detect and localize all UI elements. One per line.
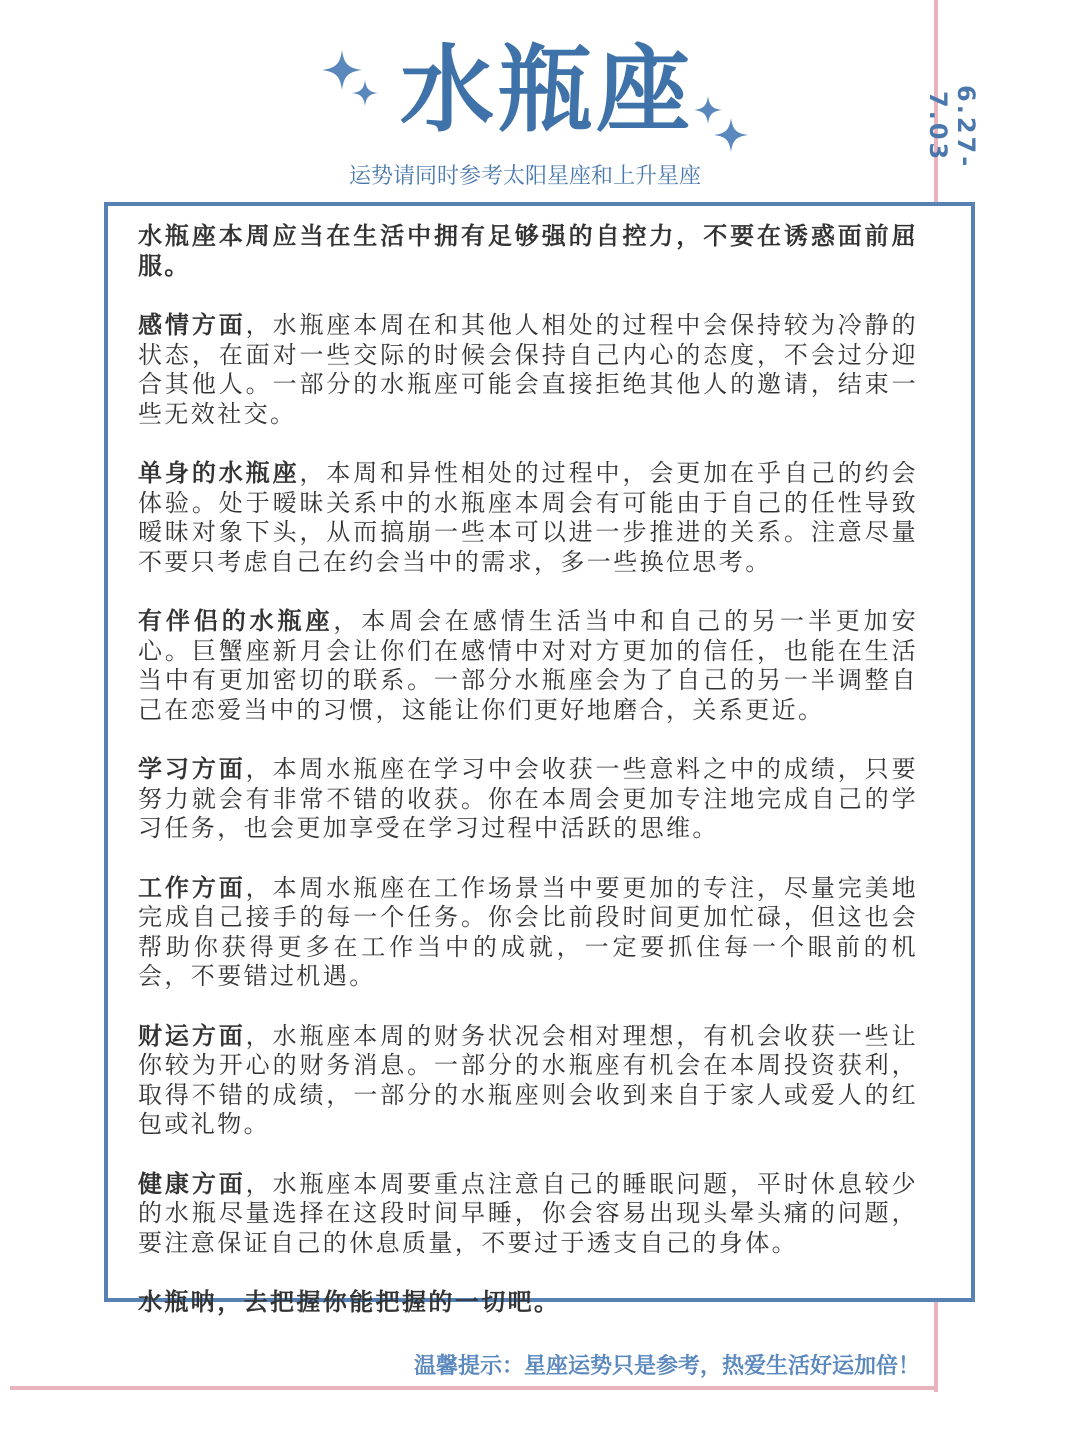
footer-tip: 温馨提示：星座运势只是参考，热爱生活好运加倍！ <box>413 1354 920 1379</box>
subtitle: 运势请同时参考太阳星座和上升星座 <box>348 164 701 189</box>
page-title: 水瓶座 <box>400 36 695 145</box>
section-heading: 财运方面 <box>138 1021 246 1050</box>
section-work <box>138 874 918 992</box>
section-love <box>138 311 918 429</box>
section-heading: 健康方面 <box>138 1169 246 1198</box>
section-study <box>138 755 918 844</box>
section-heading: 学习方面 <box>138 755 246 783</box>
section-wealth <box>138 1022 918 1140</box>
section-heading: 有伴侣的水瓶座 <box>138 607 334 635</box>
section-heading: 工作方面 <box>138 873 246 902</box>
horoscope-card <box>104 202 975 1316</box>
section-text: ，本周水瓶座在工作场景当中要更加的专注，尽量完美地完成自己接手的每一个任务。你会比前段时间更加忙碌，但这也会帮助你获得更多在工作当中的成就，一定要抓住每一个眼前的机会，不要错过机遇。 <box>138 873 918 990</box>
section-heading: 单身的水瓶座 <box>138 459 300 487</box>
section-text: ，本周和异性相处的过程中，会更加在乎自己的约会体验。处于暧昧关系中的水瓶座本周会有可能由于自己的任性导致暧昧对象下头，从而搞崩一些本可以进一步推进的关系。注意尽量不要只考虑自己在约会当中的需求，多一些换位思考。 <box>138 459 918 576</box>
section-text: ，水瓶座本周在和其他人相处的过程中会保持较为冷静的状态，在面对一些交际的时候会保持自己内心的态度，不会过分迎合其他人。一部分的水瓶座可能会直接拒绝其他人的邀请，结束一些无效社交。 <box>138 311 918 428</box>
section-partnered <box>138 607 918 725</box>
section-text: ，本周水瓶座在学习中会收获一些意料之中的成绩，只要努力就会有非常不错的收获。你在本周会更加专注地完成自己的学习任务，也会更加享受在学习过程中活跃的思维。 <box>138 755 918 842</box>
section-text: ，水瓶座本周要重点注意自己的睡眠问题，平时休息较少的水瓶尽量选择在这段时间早睡，你会容易出现头晕头痛的问题，要注意保证自己的休息质量，不要过于透支自己的身体。 <box>138 1169 918 1257</box>
intro-paragraph: 水瓶座本周应当在生活中拥有足够强的自控力，不要在诱惑面前屈服。 <box>138 222 918 280</box>
horoscope-content <box>138 222 918 1318</box>
section-health <box>138 1170 918 1259</box>
closing-paragraph: 水瓶呐，去把握你能把握的一切吧。 <box>138 1288 561 1316</box>
section-single <box>138 459 918 577</box>
sparkle-icon <box>352 80 378 106</box>
pink-horizontal-line <box>10 1386 938 1390</box>
section-text: ，水瓶座本周的财务状况会相对理想，有机会收获一些让你较为开心的财务消息。一部分的水瓶座有机会在本周投资获利，取得不错的成绩，一部分的水瓶座则会收到来自于家人或爱人的红包或礼物。 <box>138 1021 918 1138</box>
section-heading: 感情方面 <box>138 311 246 339</box>
date-range: 6.27-7.03 <box>924 84 980 170</box>
section-text: ，本周会在感情生活当中和自己的另一半更加安心。巨蟹座新月会让你们在感情中对对方更加的信任，也能在生活当中有更加密切的联系。一部分水瓶座会为了自己的另一半调整自己在恋爱当中的习惯，这能让你们更好地磨合，关系更近。 <box>138 607 918 724</box>
sparkle-icon <box>714 118 748 152</box>
